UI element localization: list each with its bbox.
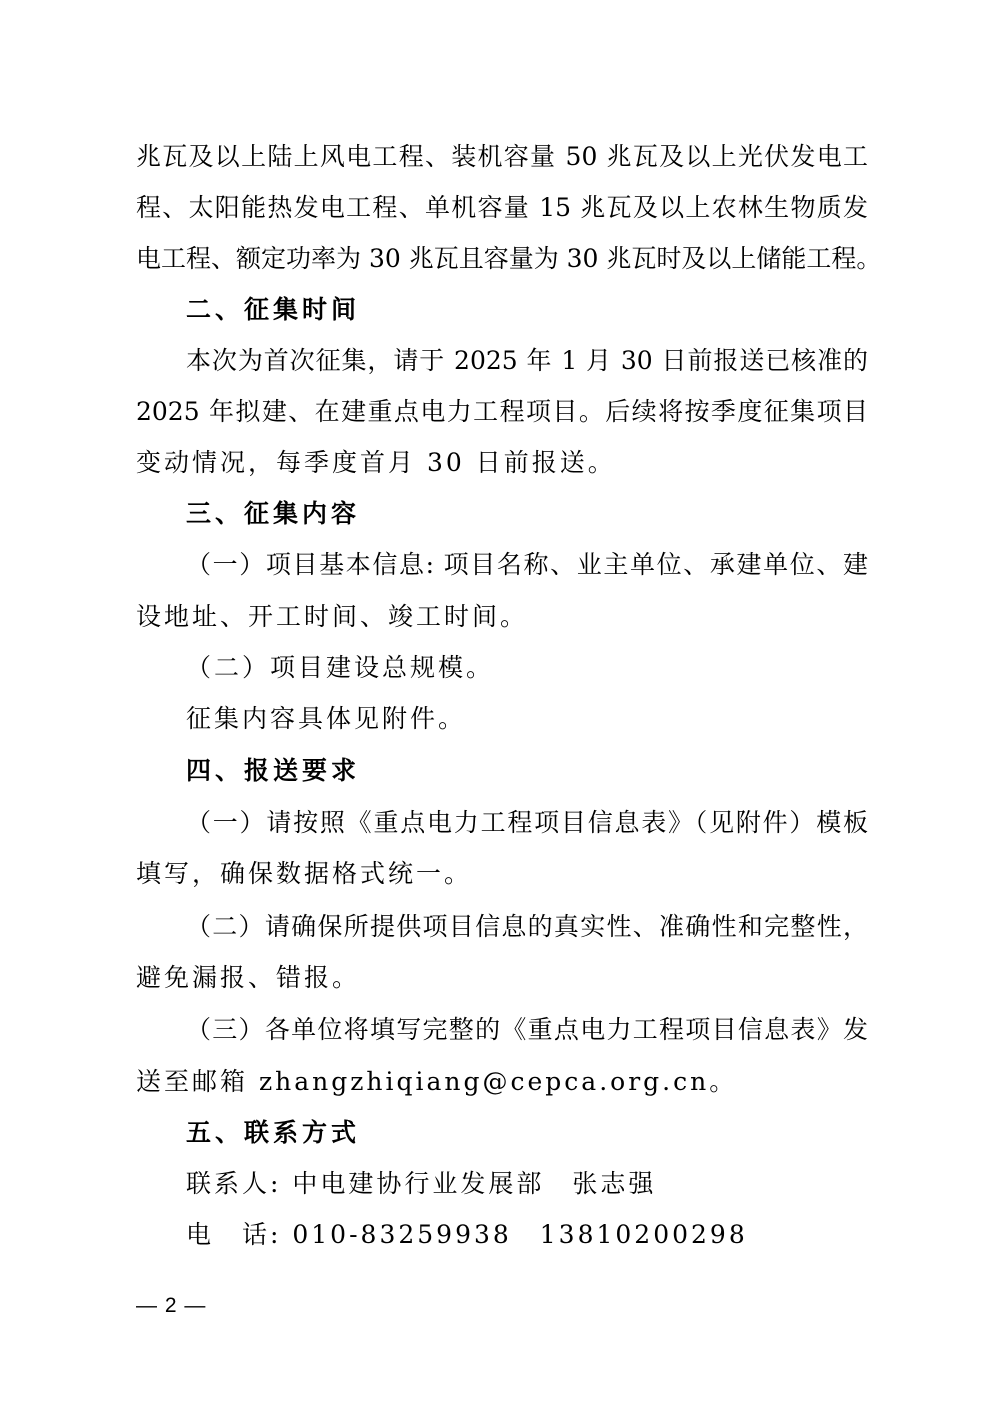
paragraph-line: 填写，确保数据格式统一。 [136,859,473,888]
paragraph-line: 征集内容具体见附件。 [186,704,467,733]
paragraph-line-email: 送至邮箱 zhangzhiqiang@cepca.org.cn。 [136,1067,738,1096]
paragraph-line: 程、太阳能热发电工程、单机容量 15 兆瓦及以上农林生物质发 [136,193,868,222]
page-number: — 2 — [136,1294,207,1317]
section-heading-collection-time: 二、征集时间 [186,295,361,324]
paragraph-line: （二）请确保所提供项目信息的真实性、准确性和完整性， [186,912,868,941]
section-heading-collection-content: 三、征集内容 [186,499,361,528]
paragraph-line: 变动情况，每季度首月 30 日前报送。 [136,448,616,477]
paragraph-line: 兆瓦及以上陆上风电工程、装机容量 50 兆瓦及以上光伏发电工 [136,142,868,171]
paragraph-line: 避免漏报、错报。 [136,963,361,992]
paragraph-line: 电工程、额定功率为 30 兆瓦且容量为 30 兆瓦时及以上储能工程。 [136,244,882,273]
section-heading-submission-requirements: 四、报送要求 [186,756,361,785]
paragraph-line: 本次为首次征集，请于 2025 年 1 月 30 日前报送已核准的 [186,346,868,375]
paragraph-line: （三）各单位将填写完整的《重点电力工程项目信息表》发 [186,1015,868,1044]
section-heading-contact: 五、联系方式 [186,1118,361,1147]
paragraph-line: 设地址、开工时间、竣工时间。 [136,602,529,631]
contact-person-line: 联系人: 中电建协行业发展部 张志强 [186,1169,657,1198]
paragraph-line: （二）项目建设总规模。 [186,653,495,682]
paragraph-line: 2025 年拟建、在建重点电力工程项目。后续将按季度征集项目 [136,397,868,426]
paragraph-line: （一）项目基本信息: 项目名称、业主单位、承建单位、建 [186,550,868,579]
paragraph-line: （一）请按照《重点电力工程项目信息表》（见附件）模板 [186,808,868,837]
contact-phone-line: 电 话: 010-83259938 13810200298 [186,1220,748,1249]
